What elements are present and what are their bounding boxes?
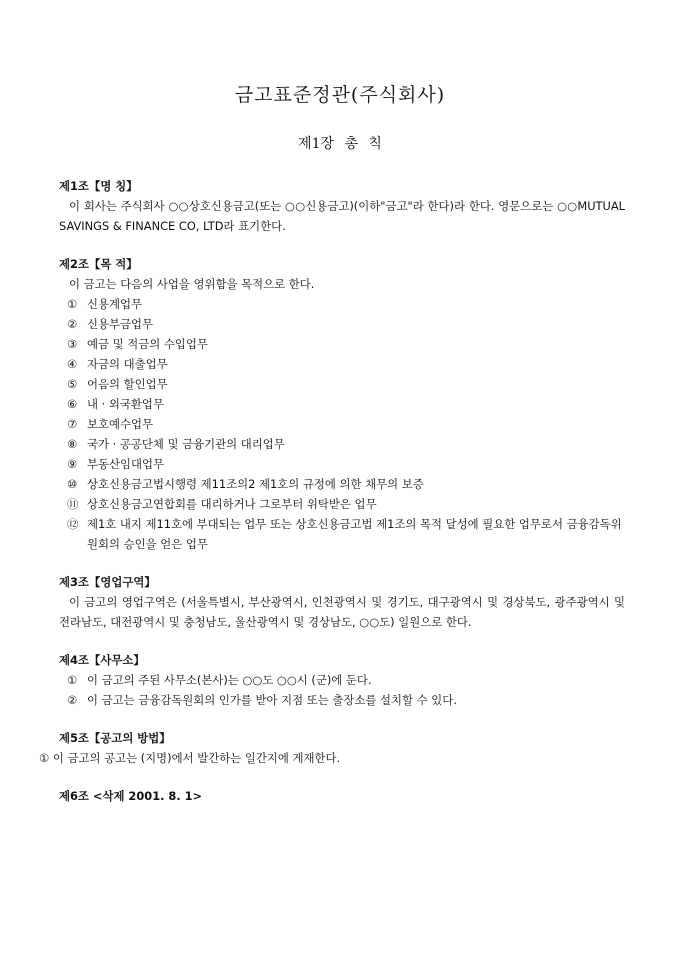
list-item [59,690,625,710]
item-number: ④ [67,357,78,371]
item-number: ③ [67,337,78,351]
article-3 [59,572,625,632]
chapter-heading: 제1장 총 칙 [298,136,382,152]
article-3-heading: 제3조【영업구역】 [59,575,156,589]
item-number: ⑫ [67,517,79,531]
list-item [59,354,625,374]
item-text: 신용계업무 [87,297,143,311]
article-1-text: 이 회사는 주식회사 ○○상호신용금고(또는 ○○신용금고)(이하"금고"라 한다)라 한다. 영문으로는 ○○MUTUAL SAVINGS & FINANCE CO, LTD라 표기한다. [59,199,625,233]
item-number: ② [67,693,78,707]
item-number: ⑦ [67,417,78,431]
item-text: 제1호 내지 제11호에 부대되는 업무 또는 상호신용금고법 제1조의 목적 달성에 필요한 업무로서 금융감독위원회의 승인을 얻은 업무 [87,517,622,551]
list-item [59,670,625,690]
article-1 [59,176,625,236]
item-text: 어음의 할인업무 [87,377,168,391]
item-text: 이 금고의 주된 사무소(본사)는 ○○도 ○○시 (군)에 둔다. [87,673,372,687]
article-5-heading: 제5조【공고의 방법】 [59,731,171,745]
item-number: ⑧ [67,437,78,451]
item-text: 국가 · 공공단체 및 금융기관의 대리업무 [87,437,285,451]
item-number: ① [39,751,50,765]
item-number: ② [67,317,78,331]
item-text: 자금의 대출업무 [87,357,168,371]
item-text: 내 · 외국환업무 [87,397,164,411]
article-2 [59,254,625,554]
document-body [39,176,625,824]
article-4 [59,650,625,710]
article-2-intro: 이 금고는 다음의 사업을 영위함을 목적으로 한다. [69,277,315,291]
item-number: ① [67,673,78,687]
list-item [59,514,625,554]
article-2-heading: 제2조【목 적】 [59,257,138,271]
article-1-heading: 제1조【명 칭】 [59,179,138,193]
item-number: ⑪ [67,497,79,511]
item-text: 예금 및 적금의 수입업무 [87,337,208,351]
item-number: ① [67,297,78,311]
item-text: 상호신용금고연합회를 대리하거나 그로부터 위탁받은 업무 [87,497,377,511]
list-item [59,474,625,494]
list-item [59,334,625,354]
item-number: ⑨ [67,457,78,471]
article-6-heading: 제6조 <삭제 2001. 8. 1> [59,789,203,803]
item-text: 상호신용금고법시행령 제11조의2 제1호의 규정에 의한 채무의 보증 [87,477,424,491]
list-item [59,454,625,474]
list-item [59,314,625,334]
item-text: 이 금고의 공고는 (지명)에서 발간하는 일간지에 게재한다. [52,751,341,765]
document-title: 금고표준정관(주식회사) [234,84,446,106]
list-item [59,494,625,514]
article-5 [39,728,625,768]
item-number: ⑤ [67,377,78,391]
list-item [59,414,625,434]
list-item [39,748,625,768]
item-text: 신용부금업무 [87,317,154,331]
item-number: ⑩ [67,477,78,491]
article-6 [59,786,625,806]
list-item [59,374,625,394]
item-text: 보호예수업무 [87,417,154,431]
item-text: 이 금고는 금융감독원회의 인가를 받아 지점 또는 출장소를 설치할 수 있다. [87,693,457,707]
item-text: 부동산임대업무 [87,457,165,471]
list-item [59,394,625,414]
list-item [59,294,625,314]
item-number: ⑥ [67,397,78,411]
article-3-text: 이 금고의 영업구역은 (서울특별시, 부산광역시, 인천광역시 및 경기도, 대구광역시 및 경상북도, 광주광역시 및 전라남도, 대전광역시 및 충청남도, 울산광역시 및 경상남도, ○○도) 일원으로 한다. [59,595,625,629]
article-2-list [59,294,625,554]
article-4-heading: 제4조【사무소】 [59,653,145,667]
list-item [59,434,625,454]
